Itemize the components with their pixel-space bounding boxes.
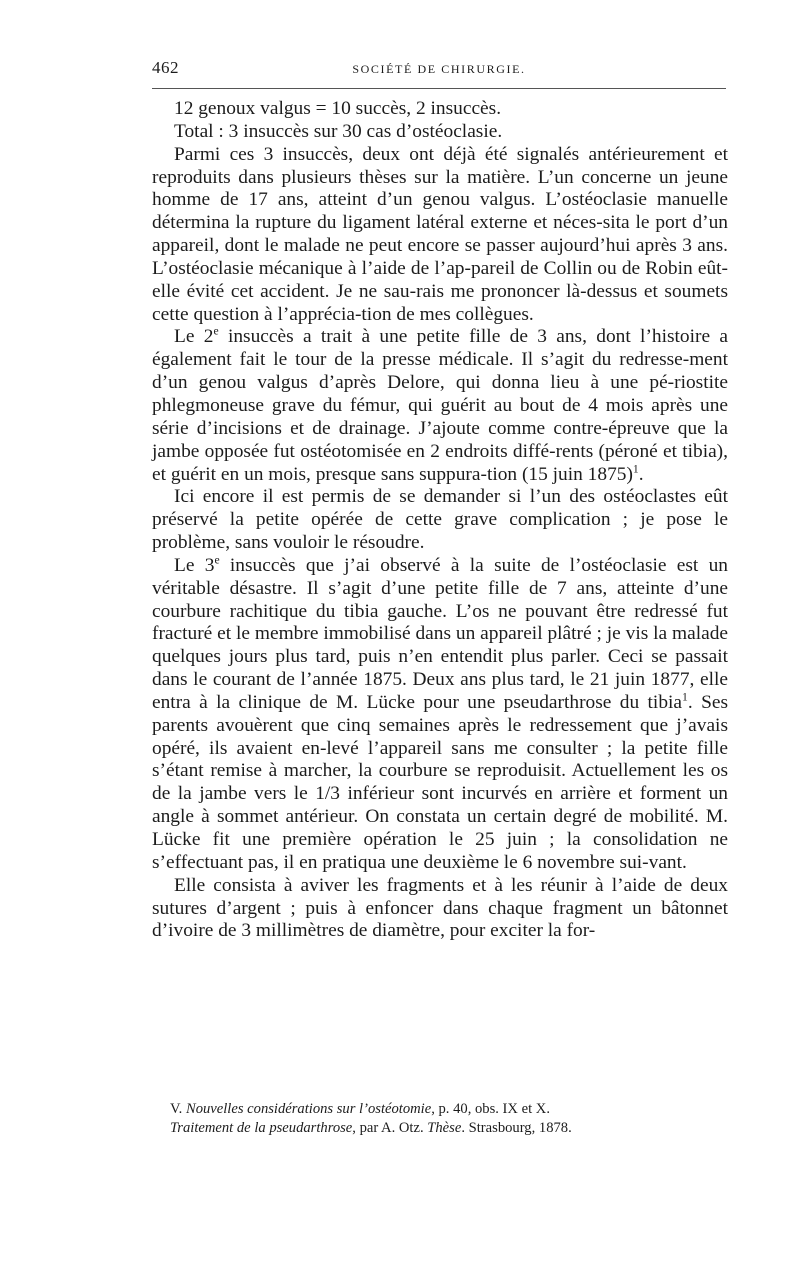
footnote-2: [152, 1119, 728, 1138]
paragraph-first-failure: Parmi ces 3 insuccès, deux ont déjà été signalés antérieurement et reproduits dans plusieurs thèses sur la matière. L’un concerne un jeune homme de 17 ans, atteint d’un genou valgus. L’ostéoclasie manuelle détermina la rupture du ligament latéral externe et néces-sita le port d’un appareil, dont le malade ne peut encore se passer aujourd’hui après 3 ans. L’ostéoclasie mécanique à l’aide de l’ap-pareil de Collin ou de Robin eût-elle évité cet accident. Je ne sau-rais me prononcer là-dessus et soumets cette question à l’apprécia-tion de mes collègues.: [152, 143, 728, 325]
footnote-mark-label: V.: [170, 1101, 186, 1117]
footnote-reference: , p. 40, obs. IX et X.: [431, 1101, 550, 1117]
paragraph-text-end: . Ses parents avouèrent que cinq semaines après le redressement que j’avais opéré, ils avaient en-levé l’appareil sans me consulter ; la petite fille s’étant remise à marcher, la courbure se reproduisit. Actuellement les os de la jambe vers le 1/3 inférieur sont incurvés en arrière et forment un angle à sommet antérieur. On constata un certain degré de mobilité. M. Lücke fit une première opération le 25 juin ; la consolidation ne s’effectuant pas, il en pratiqua une deuxième le 6 novembre sui-vant.: [152, 691, 729, 873]
paragraph-text: insuccès que j’ai observé à la suite de l’ostéoclasie est un véritable désastre. Il s’agit d’une petite fille de 7 ans, atteinte d’une courbure rachitique du tibia gauche. L’os ne pouvant être redressé fut fracturé et le membre immobilisé dans un appareil plâtré ; je vis la malade quelques jours plus tard, puis n’en entendit plus parler. Ceci se passait dans le courant de l’année 1875. Deux ans plus tard, le 21 juin 1877, elle entra à la clinique de M. Lücke pour une pseudarthrose du tibia: [152, 554, 728, 713]
ordinal-suffix: e: [213, 324, 219, 338]
paragraph-second-failure: [152, 326, 728, 486]
ordinal-number: 2: [203, 326, 214, 348]
paragraph-valgus-result: 12 genoux valgus = 10 succès, 2 insuccès.: [174, 98, 502, 119]
footnote-reference: . Strasbourg, 1878.: [461, 1120, 572, 1136]
paragraph-text: insuccès a trait à une petite fille de 3 ans, dont l’histoire a également fait le tour de la presse médicale. Il s’agit du redresse-ment d’un genou valgus d’après Delore, qui donna lieu à une pé-riostite phlegmoneuse grave du fémur, qui guérit au bout de 4 mois après une série d’incisions et de drainage. J’ajoute comme contre-épreuve que la jambe opposée fut ostéotomisée en 2 endroits diffé-rents (péroné et tibia), et guérit en un mois, presque sans suppura-tion (15 juin 1875): [152, 326, 728, 485]
ordinal-suffix: e: [214, 553, 220, 567]
page-number: 462: [152, 58, 179, 77]
paragraph-text-end: .: [638, 463, 644, 485]
paragraph-operation: Elle consista à aviver les fragments et à les réunir à l’aide de deux sutures d’argent ; puis à enfoncer dans chaque fragment un bâtonnet d’ivoire de 3 millimètres de diamètre, pour exciter la for-: [152, 874, 728, 942]
running-title: SOCIÉTÉ DE CHIRURGIE.: [352, 62, 526, 76]
paragraph-osteoclast-question: Ici encore il est permis de se demander si l’un des ostéoclastes eût préservé la petite opérée de cette grave complication ; je pose le problème, sans vouloir le résoudre.: [152, 486, 728, 554]
footnote-author: , par A. Otz.: [352, 1120, 428, 1136]
paragraph-total: Total : 3 insuccès sur 30 cas d’ostéoclasie.: [174, 120, 503, 142]
body-text: [152, 98, 728, 943]
ordinal-number: 3: [204, 554, 215, 576]
footnote-mark: 1: [632, 462, 639, 476]
header-rule: [152, 88, 726, 89]
footnotes: [152, 1100, 728, 1138]
paragraph-third-failure: [152, 555, 728, 875]
footnote-title: Traitement de la pseudarthrose: [170, 1120, 353, 1136]
page-header: [152, 58, 726, 84]
footnote-mark: 1: [682, 690, 688, 704]
footnote-title: Nouvelles considérations sur l’ostéotomie: [185, 1101, 432, 1117]
footnote-1: [152, 1100, 728, 1119]
paragraph-lead: Le: [174, 326, 204, 348]
footnote-thesis: Thèse: [427, 1120, 462, 1136]
paragraph-lead: Le: [174, 554, 205, 576]
